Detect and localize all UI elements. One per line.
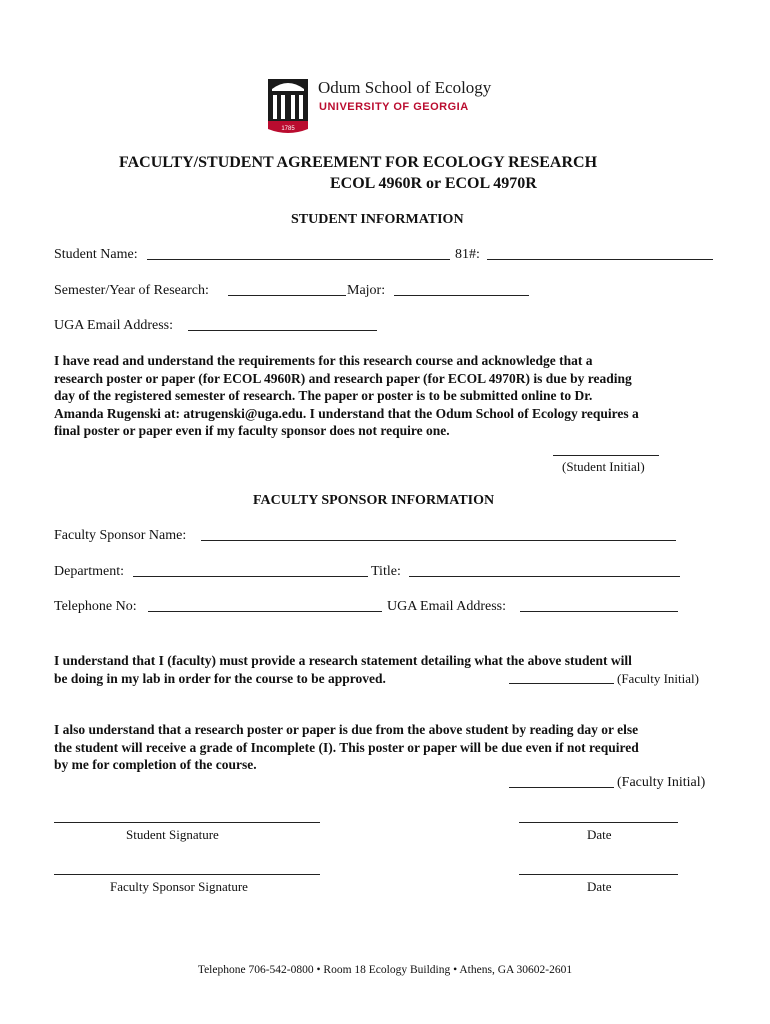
logo-school-name: Odum School of Ecology <box>318 78 492 97</box>
faculty-title-label: Title: <box>371 564 401 579</box>
student-initial-label: (Student Initial) <box>562 459 645 474</box>
form-title-line1: FACULTY/STUDENT AGREEMENT FOR ECOLOGY RESEARCH <box>119 154 598 171</box>
student-section-heading: STUDENT INFORMATION <box>291 212 464 227</box>
faculty-date-label: Date <box>587 879 612 894</box>
student-name-label: Student Name: <box>54 247 138 262</box>
statement-line: be doing in my lab in order for the course to be approved. <box>54 670 386 686</box>
student-date-label: Date <box>587 827 612 842</box>
faculty-statement-1 <box>54 652 632 687</box>
statement-line: by me for completion of the course. <box>54 757 257 772</box>
student-initial-field[interactable] <box>553 455 659 456</box>
logo-university-name: UNIVERSITY OF GEORGIA <box>319 101 469 113</box>
acknowledgement-line: Amanda Rugenski at: atrugenski@uga.edu. I understand that the Odum School of Ecology requires a <box>54 405 639 421</box>
student-email-field[interactable] <box>188 330 377 331</box>
acknowledgement-line: research poster or paper (for ECOL 4960R) and research paper (for ECOL 4970R) is due by reading <box>54 370 632 386</box>
form-title-line2: ECOL 4960R or ECOL 4970R <box>330 175 537 192</box>
faculty-signature-field[interactable] <box>54 874 320 875</box>
faculty-title-field[interactable] <box>409 576 680 577</box>
statement-line: the student will receive a grade of Incomplete (I). This poster or paper will be due even if not required <box>54 739 639 755</box>
student-id-field[interactable] <box>487 259 713 260</box>
acknowledgement-line: final poster or paper even if my faculty sponsor does not require one. <box>54 423 450 438</box>
faculty-initial-label-2: (Faculty Initial) <box>617 775 706 790</box>
faculty-signature-label: Faculty Sponsor Signature <box>110 879 248 894</box>
semester-field[interactable] <box>228 295 346 296</box>
student-signature-label: Student Signature <box>126 827 219 842</box>
student-id-label: 81#: <box>455 247 480 262</box>
student-email-label: UGA Email Address: <box>54 318 173 333</box>
statement-line: I understand that I (faculty) must provide a research statement detailing what the above student will <box>54 653 632 668</box>
student-date-field[interactable] <box>519 822 678 823</box>
faculty-name-label: Faculty Sponsor Name: <box>54 528 187 543</box>
acknowledgement-line: day of the registered semester of research. The paper or poster is to be submitted online to Dr. <box>54 388 593 403</box>
student-acknowledgement <box>54 352 639 440</box>
faculty-name-field[interactable] <box>201 540 676 541</box>
faculty-date-field[interactable] <box>519 874 678 875</box>
statement-line: I also understand that a research poster or paper is due from the above student by reading day or else <box>54 722 639 737</box>
faculty-section-heading: FACULTY SPONSOR INFORMATION <box>253 493 495 508</box>
student-signature-field[interactable] <box>54 822 320 823</box>
faculty-initial-label-1: (Faculty Initial) <box>617 671 699 686</box>
department-label: Department: <box>54 564 124 579</box>
logo-year: 1785 <box>281 126 295 132</box>
footer-contact: Telephone 706-542-0800 • Room 18 Ecology Building • Athens, GA 30602-2601 <box>197 964 573 976</box>
department-field[interactable] <box>133 576 368 577</box>
faculty-initial-field-1[interactable] <box>509 683 614 684</box>
major-label: Major: <box>347 283 386 298</box>
faculty-initial-field-2[interactable] <box>509 787 614 788</box>
student-name-field[interactable] <box>147 259 450 260</box>
telephone-label: Telephone No: <box>54 599 137 614</box>
faculty-statement-2 <box>54 721 639 774</box>
major-field[interactable] <box>394 295 529 296</box>
telephone-field[interactable] <box>148 611 382 612</box>
semester-label: Semester/Year of Research: <box>54 283 209 298</box>
faculty-email-label: UGA Email Address: <box>387 599 506 614</box>
acknowledgement-line: I have read and understand the requirements for this research course and acknowledge that a <box>54 353 593 368</box>
uga-arch-logo-icon <box>266 75 310 137</box>
faculty-email-field[interactable] <box>520 611 678 612</box>
